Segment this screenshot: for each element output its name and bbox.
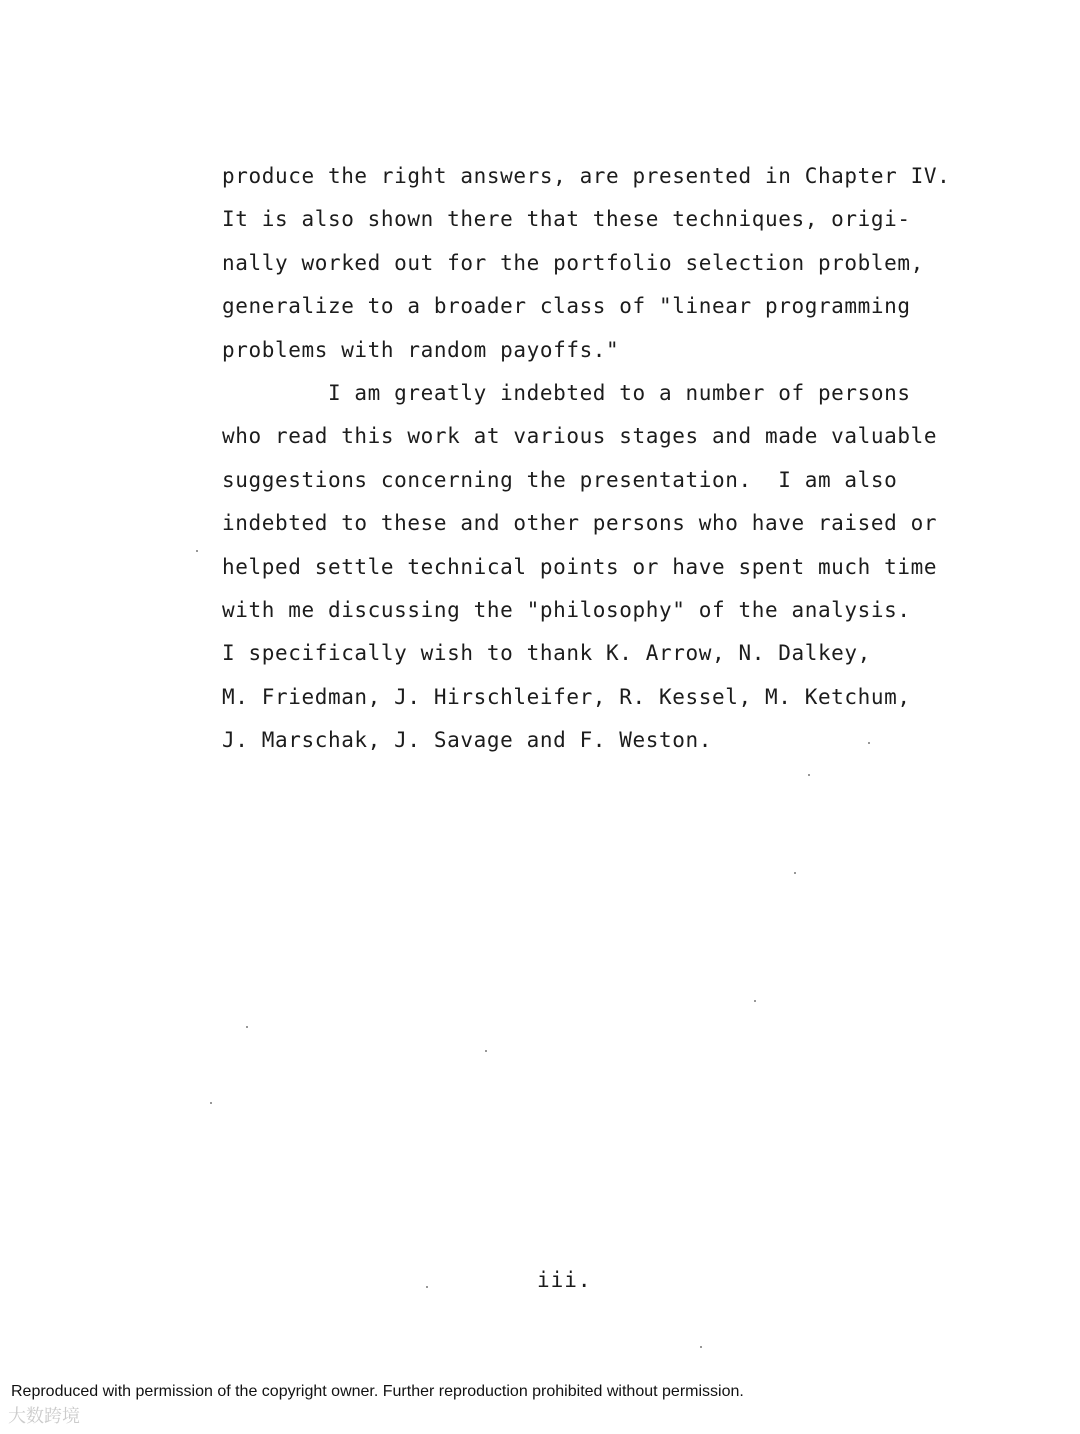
body-line: helped settle technical points or have spent much time	[222, 555, 938, 579]
watermark-logo	[8, 1402, 80, 1428]
body-line: suggestions concerning the presentation. I am also	[222, 468, 898, 492]
body-line: with me discussing the "philosophy" of the analysis.	[222, 598, 911, 622]
scan-speck	[794, 872, 796, 874]
body-line: I specifically wish to thank K. Arrow, N. Dalkey,	[222, 641, 871, 665]
scan-speck	[868, 742, 870, 744]
body-line: who read this work at various stages and made valuable	[222, 424, 938, 448]
body-line: J. Marschak, J. Savage and F. Weston.	[222, 728, 712, 752]
body-line: It is also shown there that these techniques, origi-	[222, 207, 911, 231]
scan-speck	[808, 774, 810, 776]
scan-speck	[426, 1286, 428, 1288]
page-number: iii.	[537, 1268, 592, 1292]
body-line: indebted to these and other persons who have raised or	[222, 511, 938, 535]
body-line: nally worked out for the portfolio selection problem,	[222, 251, 924, 275]
scan-speck	[196, 550, 198, 552]
scan-speck	[246, 1026, 248, 1028]
scan-speck	[754, 1000, 756, 1002]
body-line: generalize to a broader class of "linear programming	[222, 294, 911, 318]
scan-speck	[210, 1102, 212, 1104]
body-line: produce the right answers, are presented in Chapter IV.	[222, 164, 951, 188]
copyright-notice: Reproduced with permission of the copyright owner. Further reproduction prohibited without permission.	[11, 1383, 744, 1400]
body-line: M. Friedman, J. Hirschleifer, R. Kessel, M. Ketchum,	[222, 685, 911, 709]
watermark-text: 大数跨境	[8, 1406, 80, 1427]
scan-speck	[700, 1346, 702, 1348]
body-line: problems with random payoffs."	[222, 338, 620, 362]
scan-speck	[485, 1050, 487, 1052]
body-line: I am greatly indebted to a number of persons	[222, 381, 911, 405]
